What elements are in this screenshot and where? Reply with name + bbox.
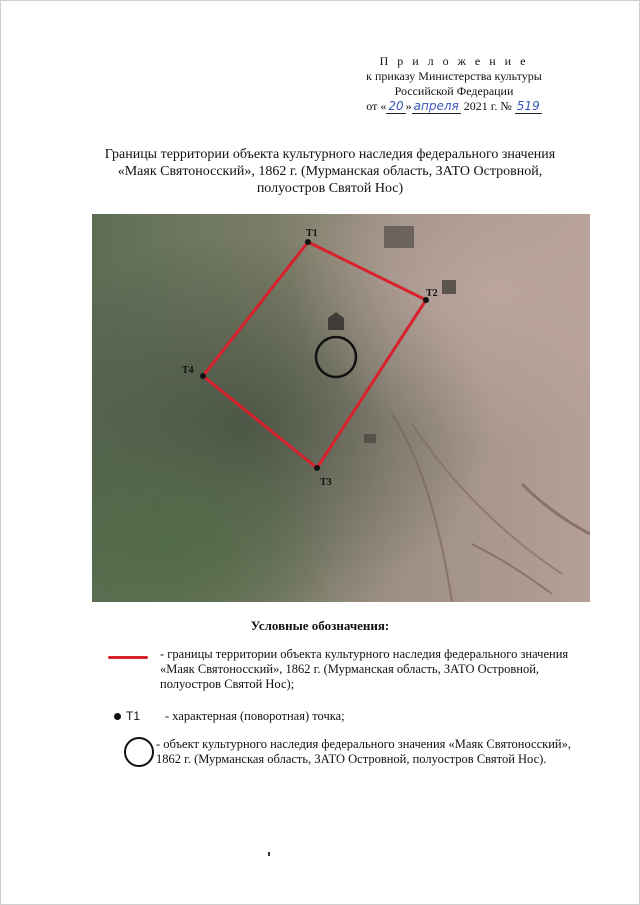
- title-line-3: полуостров Святой Нос): [256, 181, 404, 196]
- legend-point-text: - характерная (поворотная) точка;: [165, 709, 345, 723]
- date-day: 20: [388, 99, 404, 113]
- boundary-point-4: [200, 373, 206, 379]
- date-year: 2021 г. №: [463, 99, 512, 113]
- point-label-t1: Т1: [306, 228, 318, 239]
- point-label-t3: Т3: [320, 477, 332, 488]
- legend-object-circle: [124, 737, 154, 767]
- date-mid: »: [405, 99, 412, 113]
- appendix-word: П р и л о ж е н и е: [379, 54, 529, 68]
- satellite-map: [92, 214, 590, 602]
- legend-boundary-text: - границы территории объекта культурного наследия федерального значения «Маяк Святоносский», 1862 г. (Мурманская область, ЗАТО Островной, полуостров Святой Нос);: [160, 647, 569, 691]
- appendix-line-2: Российской Федерации: [394, 84, 514, 98]
- point-label-t2: Т2: [426, 288, 438, 299]
- appendix-line-1: к приказу Министерства культуры: [366, 69, 542, 83]
- appendix-date-line: [324, 99, 584, 114]
- boundary-point-3: [314, 465, 320, 471]
- legend-point-label: Т1: [126, 709, 141, 723]
- point-label-t4: Т4: [182, 365, 194, 376]
- legend-boundary-line: [108, 656, 148, 659]
- document-title: [70, 146, 590, 197]
- boundary-point-1: [305, 239, 311, 245]
- legend-title: Условные обозначения:: [250, 618, 390, 633]
- stray-mark: [268, 852, 270, 856]
- date-month: апреля: [413, 99, 459, 113]
- order-number: 519: [516, 99, 540, 113]
- title-line-2: «Маяк Святоносский», 1862 г. (Мурманская область, ЗАТО Островной,: [117, 164, 543, 179]
- legend-object-text: - объект культурного наследия федерального значения «Маяк Святоносский», 1862 г. (Мурманская область, ЗАТО Островной, полуостров Святой Нос).: [156, 737, 571, 766]
- legend-point-dot: [114, 713, 121, 720]
- date-prefix: от «: [366, 99, 387, 113]
- appendix-block: [324, 54, 584, 114]
- title-line-1: Границы территории объекта культурного наследия федерального значения: [104, 147, 556, 162]
